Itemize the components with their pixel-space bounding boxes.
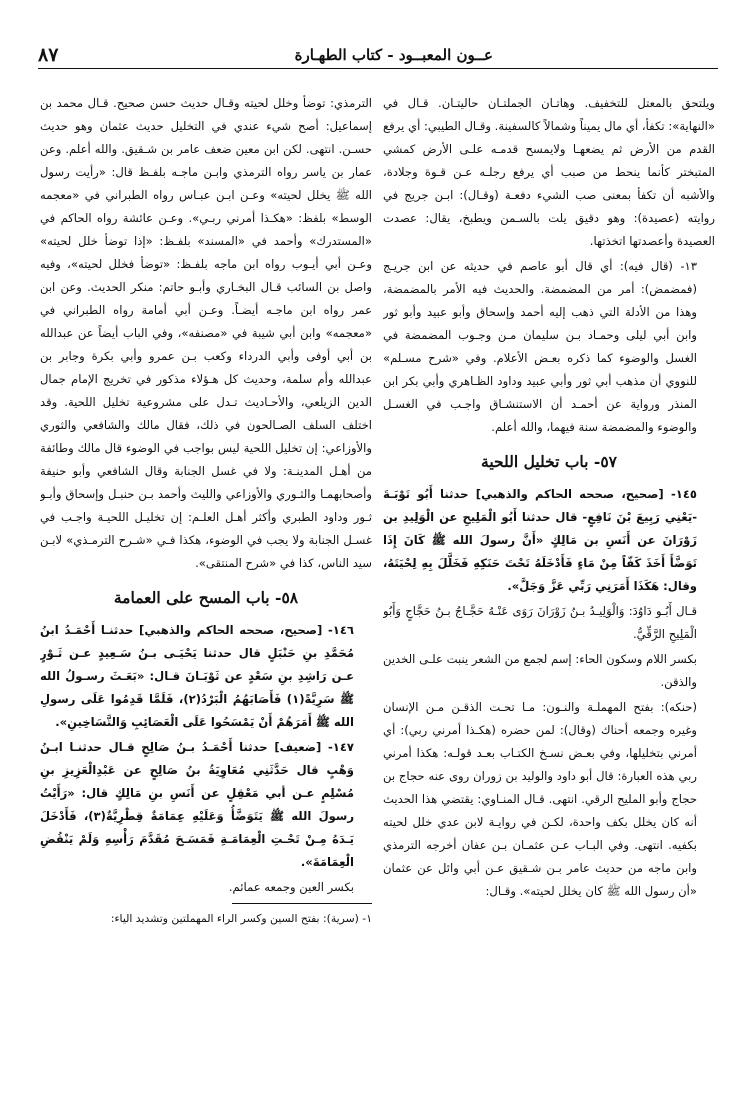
hadith-text: ١٤٥- [صحيح، صححه الحاكم والذهبي] حدثنا أَبُو تَوْبَـةَ -يَعْنِي رَبِيعَ بْنَ نَافِعٍ- قال حدثنا أَبُو الْمَلِيحِ عن الْوَلِيدِ بن زَوْرَانَ عن أَنَسِ بن مَالِكٍ «أَنَّ رسولَ الله ﷺ كَانَ إِذَا تَوَضَّأَ أَخَذَ كَفّاً مِنْ مَاءٍ فَأَدْخَلَهُ تَحْتَ حَنَكِهِ فَخَلَّلَ بِهِ لِحْيَتَهُ، وقال: هَكَذَا أَمَرَنِي رَبِّي عَزَّ وَجَلَّ». [383, 487, 697, 593]
footnote-separator [232, 903, 372, 904]
section-heading: ٥٧- باب تخليل اللحية [481, 452, 617, 471]
hadith-text: ١٤٦- [صحيح، صححه الحاكم والذهبي] حدثنـا أَحْمَـدُ ابنُ مُحَمَّدِ بنِ حَنْبَلٍ قال حدثنا يَحْيَـى بـنُ سَـعِيدٍ عـن ثَـوْرٍ عـن رَاشِدِ بنِ سَعْدٍ عن ثَوْبَـانَ قـال: «بَعَـثَ رسـولُ الله ﷺ سَرِيَّةً(١) فَأَصَابَهُمُ الْبَرْدُ(٢)، فَلَمَّا قَدِمُوا عَلَى رسولِ الله ﷺ أَمَرَهُمْ أَنْ يَمْسَحُوا عَلَى الْعَصَائِبِ وَالتَّسَاخِينِ». [40, 623, 354, 729]
paragraph: ١٣- (قال فيه): أي قال أبو عاصم في حديثه عن ابن جريـج (فمضمض): أمر من المضمضة. والحديث فيه الأمر بالمضمضة، وهذا من الأدلة التي ذهب إليه أحمد وإسحاق وأبو عبيد وأبو ثور وابن أبي ليلى وحمـاد بـن سليمان مـن وجـوب المضمضة في الغسل والوضوء كما ذكره بعـض الأعلام. وفي «شرح مسـلم» للنووي أن مذهب أبي ثور وأبي عبيد وداود الظـاهري وأبي بكر ابن المنذر ورواية عن أحمـد أن الاستنشـاق واجـب في الغسـل والوضوء والمضمضة سنة فيهما، والله أعلم. [383, 259, 697, 434]
paragraph: ويلتحق بالمعتل للتخفيف. وهاتـان الجملتـان حاليتـان. قـال في «النهاية»: تكفأ، أي مال يميناً وشمالاً كالسفينة. وقـال الطيبي: أي يرفع القدم من الأرض ثم يضعهـا ولايمسح قدمـه علـى الأرض كمشي المتبختر كأنما ينحط من صبب أي يرفع رجلـه عـن قـوة وجلادة، والأشبه أن تكفأ بمعنى صب الشيء دفعـة (وقـال): ابـن جريج في روايته (عصيدة): وهو دقيق يلت بالسـمن ويطبخ، يقال: عصدت العصيدة وأعصدتها اتخذتها. [383, 96, 715, 248]
commentary: بكسر اللام وسكون الحاء: إسم لجمع من الشعر ينبت علـى الخدين والذقن. [383, 652, 697, 689]
section-heading: ٥٨- باب المسح على العمامة [113, 588, 299, 607]
left-column [40, 92, 372, 1082]
page-number: ٨٧ [38, 44, 59, 66]
hadith-text: ١٤٧- [ضعيف] حدثنا أَحْمَـدُ بـنُ صَالِحٍ قـال حدثنـا ابـنُ وَهْبٍ قال حَدَّثَنِي مُعَاوِيَةُ بنُ صَالِحٍ عن عَبْدِالْعَزِيزِ بنِ مُسْلِمٍ عـن أبي مَعْقِلٍ عن أَنَسِ بنِ مَالِكٍ قال: «رَأَيْتُ رسولَ الله ﷺ يَتَوَضَّأُ وَعَلَيْهِ عِمَامَةٌ قِطْرِيَّةٌ(٣)، فَأَدْخَلَ يَـدَهُ مِـنْ تَحْـتِ الْعِمَامَـةِ فَمَسَـحَ مُقَدَّمَ رَأْسِهِ وَلَمْ يَنْقُضِ الْعِمَامَةَ». [40, 740, 354, 869]
paragraph: الترمذي: توضأ وخلل لحيته وقـال حديث حسن صحيح. قـال محمد بن إسماعيل: أصح شيء عندي في التخليل حديث عثمان وهو حديث حسـن. انتهى. لكن ابن معين ضعف عامر بن شـقيق. والله أعلم. وعن عمار بن ياسر رواه الترمذي وابـن ماجـه بلفـظ قال: «رأيت رسول الله ﷺ يخلل لحيته» وعـن ابـن عبـاس رواه الطبراني في «معجمه الوسط» بلفظ: «هكـذا أمرني ربـي». وعـن عائشة رواه الحاكم في «المستدرك» وأحمد في «المسند» بلفـظ: «إذا توضأ خلل لحيته» وعـن أبي أيـوب رواه ابن ماجه بلفـظ: «توضأ فخلل لحيته»، وفيه واصل بن السائب قـال البخـاري وأبـو حاتم: منكر الحديث. وعن ابن عمر رواه ابن ماجـه أيضـاً. وعـن أبي أمامة رواه الطبراني في «معجمه» وابن أبي شيبة في «مصنفه»، وفي الباب أيضاً عن عبدالله بن أبي أوفى وأبي الدرداء وكعب بـن عمرو وأبي بكرة وجابر بن عبدالله وأم سلمة، وحديث كل هـؤلاء مذكور في تخريج الإمام جمال الدين الزيلعي، والأحـاديث تـدل على مشروعية تخليل اللحية. وقد اختلف السلف الصـالحون في ذلك، فقال مالك والشافعي والثوري والأوزاعي: إن تخليل اللحية ليس بواجب في الوضوء قال مالك وطائفة من أهـل المدينـة: ولا في غسل الجنابة وقال الشافعي وأبو حنيفة وأصحابهمـا والثـوري والأوزاعي والليث وأحمد بـن حنبـل وإسحاق وأبـو ثـور وداود الطبري وأكثر أهـل العلـم: إن تخليـل اللحيـة واجـب في غسـل الجنابة ولا يجب في الوضوء، هكذا فـي «شـرح الترمـذي» لابـن سيد الناس، كذا في «شرح المنتقى». [40, 96, 372, 570]
footnote: ١- (سرية): بفتح السين وكسر الراء المهملتين وتشديد الياء: [110, 912, 372, 925]
commentary: بكسر العين وجمعه عمائم. [228, 880, 354, 894]
abu-dawud-note: قـال أَبُـو دَاوُدَ: وَالْوَلِيـدُ بـنُ زَوْرَانَ رَوَى عَنْـهُ حَجَّـاجُ بـنُ حَجَّاجٍ وَأَبُو الْمَلِيحِ الرَّقِّيُّ. [383, 604, 697, 641]
running-title: عــون المعبــود - كتاب الطهـارة [294, 46, 493, 64]
commentary: (حنكه): بفتح المهملـة والنـون: مـا تحـت الذقـن مـن الإنسان وغيره وجمعه أحناك (وقال): لمن حضره (هكـذا أمرني ربي): أي أمرني بتخليلها، وفي بعـض نسـخ الكتـاب بعـد قولـه: هكذا أمرني ربي هذه العبارة: قال أبو داود والوليد بن زوران روى عنه حجاج بن حجاج وأبو المليح الرقي. انتهى. قـال المنـاوي: يقتضي هذا الحديث أنه كان يخلل بكف واحدة، لكـن في روايـة لابن عدي خلل لحيته بكفيه. انتهى. وفي البـاب عـن عثمـان بـن عفان أخرجه الترمذي وابن ماجه من حديث عامر بـن شـقيق عـن أبي وائل عن عثمان «أن رسول الله ﷺ كان يخلل لحيته». وقـال: [383, 700, 697, 898]
page-header [38, 40, 718, 69]
right-column [383, 92, 715, 1082]
